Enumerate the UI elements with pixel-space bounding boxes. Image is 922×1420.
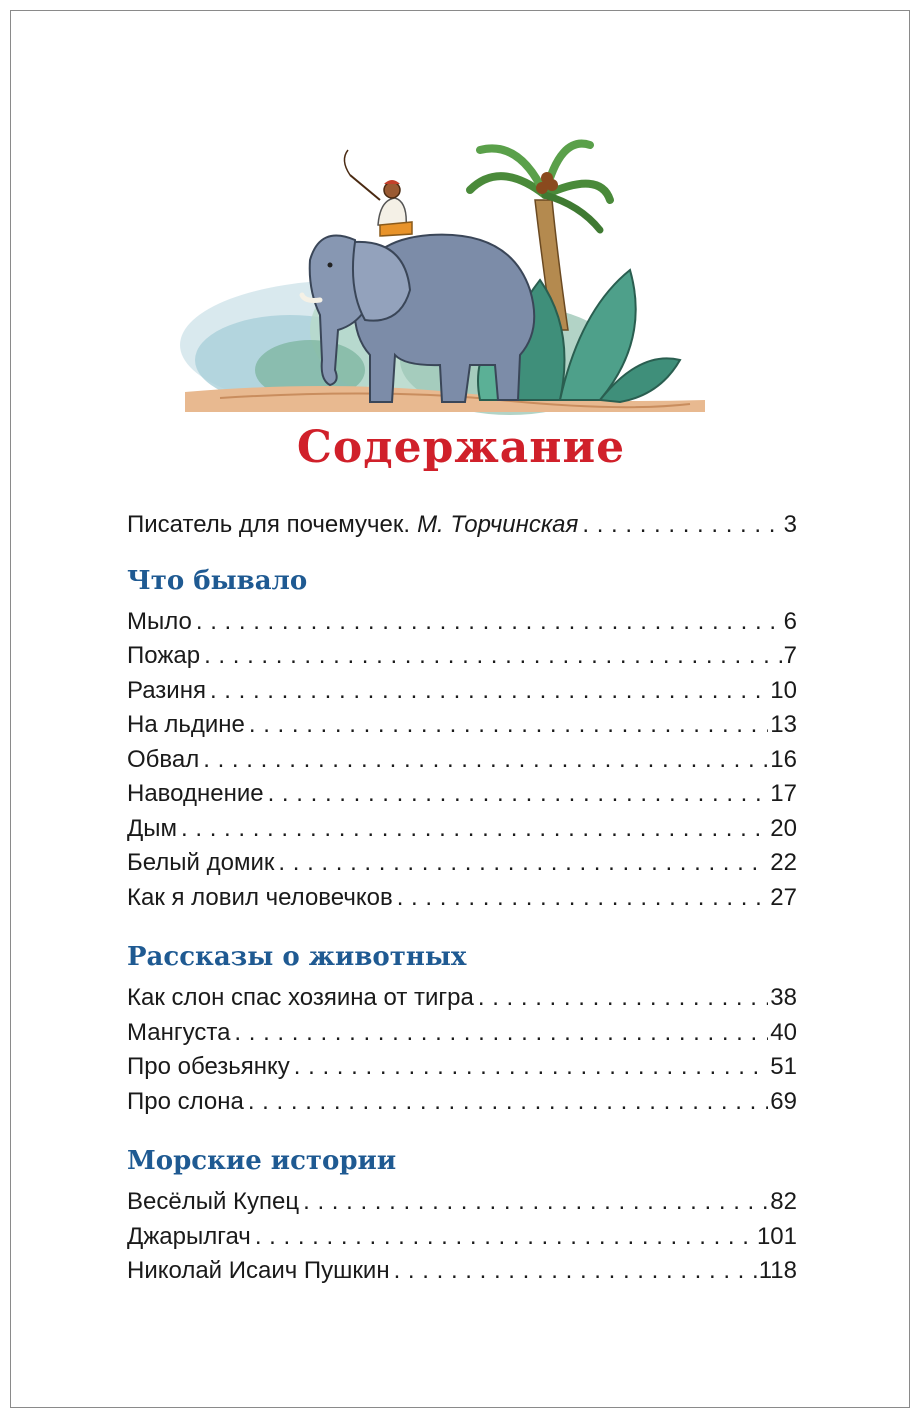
leader-dots <box>268 777 769 812</box>
toc-entry-page: 27 <box>770 883 797 911</box>
toc-entry-page: 101 <box>756 1222 797 1250</box>
toc-entry-label: Джарылгач <box>127 1222 251 1250</box>
toc-entry-page: 69 <box>770 1087 797 1115</box>
toc-entry-page: 13 <box>770 711 797 738</box>
leader-dots <box>196 605 782 640</box>
elephant-illustration <box>180 130 710 420</box>
toc-entry-label: Белый домик <box>127 849 275 876</box>
toc-entry-page: 16 <box>770 745 797 773</box>
toc-entry-label: Николай Исаич Пушкин <box>127 1257 390 1284</box>
toc-entry <box>127 1085 797 1120</box>
toc-entry <box>127 777 797 812</box>
toc-entry <box>127 846 797 881</box>
toc-entry <box>127 1254 797 1289</box>
toc-entry-page: 10 <box>770 676 797 704</box>
toc-entry <box>127 1050 797 1085</box>
toc-entry-intro <box>127 508 797 543</box>
toc-entry-label: Писатель для почемучек. <box>127 511 411 538</box>
section-heading-rasskazy: Рассказы о животных <box>127 942 467 972</box>
toc-entry-label: Про слона <box>127 1087 244 1115</box>
toc-entry-page: 118 <box>758 1257 797 1284</box>
leader-dots <box>210 674 768 709</box>
toc-entry-label: Как я ловил человечков <box>127 883 393 911</box>
toc-entry-page: 82 <box>770 1188 797 1215</box>
toc-entry <box>127 743 797 778</box>
leader-dots <box>303 1185 768 1220</box>
toc-entry <box>127 812 797 847</box>
toc-entry-page: 20 <box>770 814 797 842</box>
toc-entry <box>127 708 797 743</box>
section-heading-morskie: Морские истории <box>127 1146 397 1176</box>
leader-dots <box>203 743 768 778</box>
leader-dots <box>248 1085 768 1120</box>
leader-dots <box>234 1016 768 1051</box>
toc-entry-label: Весёлый Купец <box>127 1188 300 1215</box>
leader-dots <box>181 812 768 847</box>
toc-entry <box>127 674 797 709</box>
leader-dots <box>278 846 768 881</box>
toc-entry <box>127 1016 797 1051</box>
leader-dots <box>394 1254 757 1289</box>
toc-entry-page: 40 <box>770 1018 797 1046</box>
toc-entry-label: Как слон спас хозяина от тигра <box>127 984 474 1011</box>
leader-dots <box>204 639 782 674</box>
toc-entry-label: Мангуста <box>127 1018 231 1046</box>
toc-entry <box>127 881 797 916</box>
leader-dots <box>397 881 769 916</box>
toc-entry-page: 7 <box>783 642 797 669</box>
toc-entry-page: 6 <box>783 607 797 635</box>
toc-entry-label: Про обезьянку <box>127 1053 290 1080</box>
toc-entry-author: М. Торчинская <box>417 511 579 538</box>
toc-entry-label: Наводнение <box>127 780 264 807</box>
toc-entry-label: Обвал <box>127 745 200 773</box>
table-of-contents <box>127 508 797 1289</box>
toc-entry-page: 38 <box>770 984 797 1011</box>
toc-entry-page: 3 <box>783 511 797 538</box>
toc-entry-label: Мыло <box>127 607 192 635</box>
toc-entry <box>127 639 797 674</box>
toc-entry-page: 51 <box>770 1053 797 1080</box>
toc-entry <box>127 1220 797 1255</box>
toc-entry-page: 17 <box>770 780 797 807</box>
toc-entry-label: Дым <box>127 814 178 842</box>
toc-entry <box>127 1185 797 1220</box>
toc-entry-page: 22 <box>770 849 797 876</box>
leader-dots <box>294 1050 769 1085</box>
leader-dots <box>582 508 781 543</box>
toc-entry-label: На льдине <box>127 711 245 738</box>
toc-entry-label: Пожар <box>127 642 201 669</box>
leader-dots <box>249 708 768 743</box>
page-title: Содержание <box>296 422 626 473</box>
toc-entry-label: Разиня <box>127 676 206 704</box>
section-heading-chto-byvalo: Что бывало <box>127 565 308 596</box>
toc-entry <box>127 605 797 640</box>
leader-dots <box>478 981 768 1016</box>
leader-dots <box>255 1220 755 1255</box>
toc-entry <box>127 981 797 1016</box>
